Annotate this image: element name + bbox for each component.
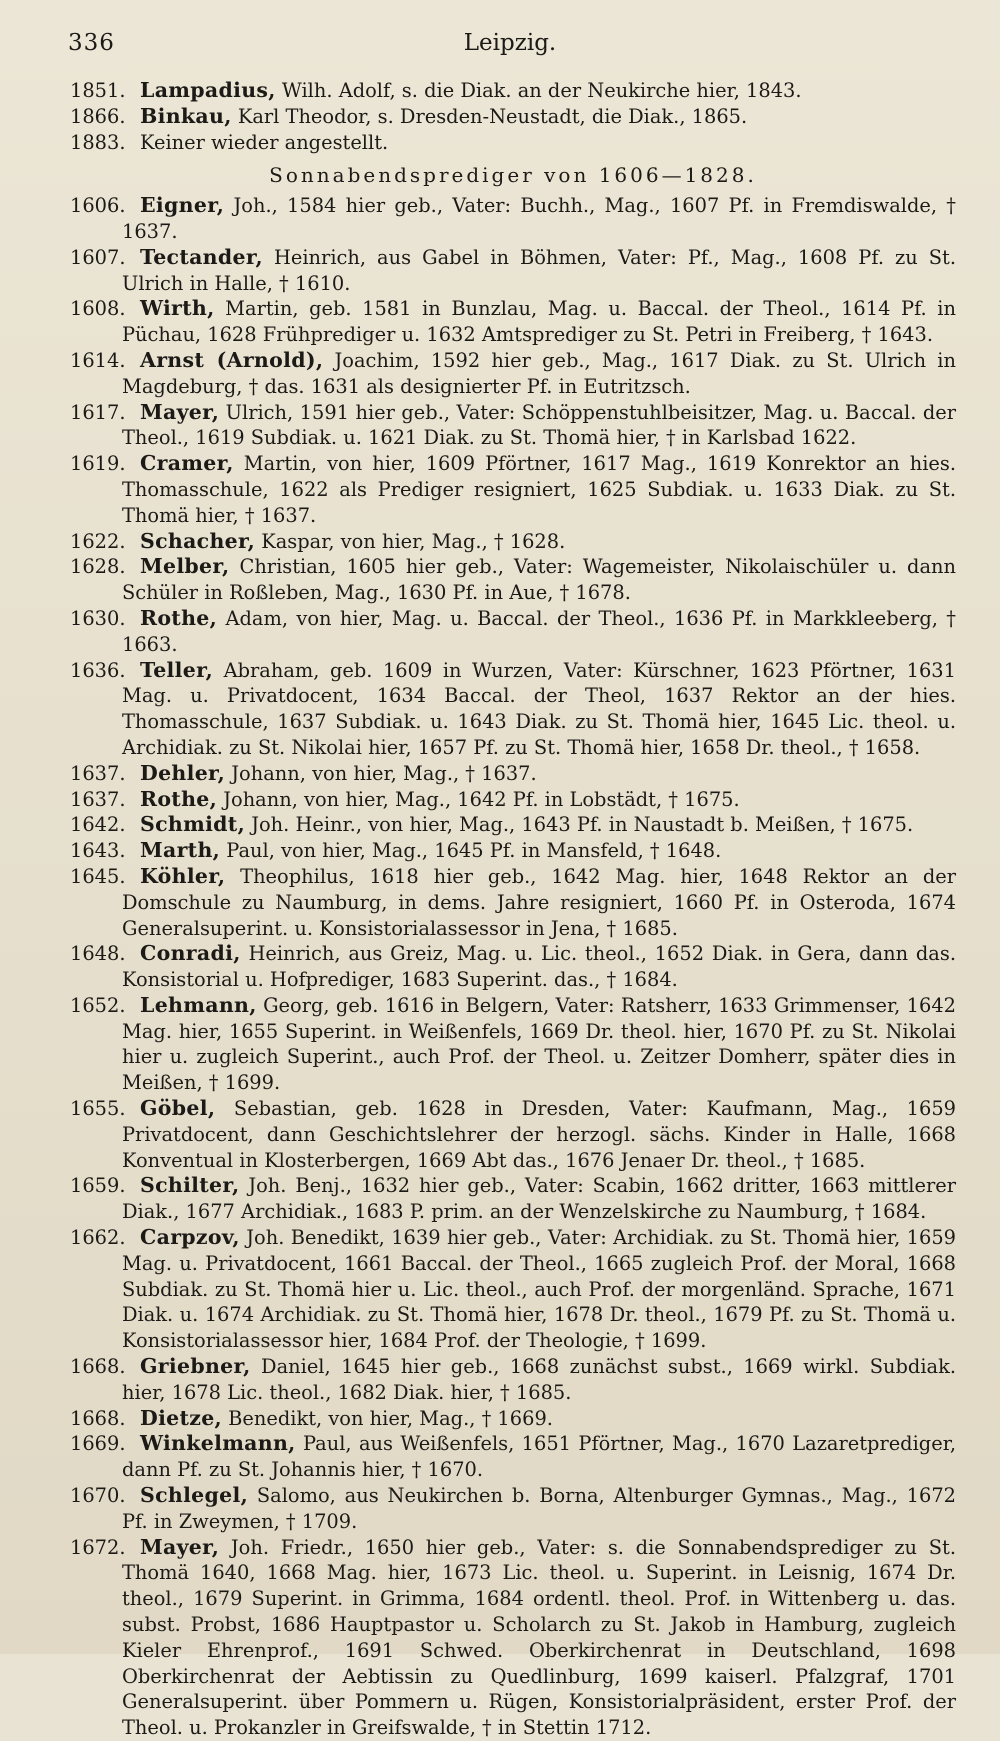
entry-name: Dietze, [140,1405,222,1430]
entry-year: 1622. [70,529,126,553]
entry-name: Schmidt, [140,812,246,837]
entry-text: Sebastian, geb. 1628 in Dresden, Vater: Kaufmann, Mag., 1659 Privatdocent, dann Geschichtslehrer der herzogl. sächs. Kinder in Halle, 1668 Konventual in Klosterbergen, 1669 Abt das., 1676 Jenaer Dr. theol., † 1685. [122,1097,957,1172]
list-item [70,348,956,400]
entry-text: Adam, von hier, Mag. u. Baccal. der Theol., 1636 Pf. in Markkleeberg, † 1663. [122,606,956,656]
entry-year: 1668. [70,1355,126,1379]
entry-text: Heinrich, aus Gabel in Böhmen, Vater: Pf., Mag., 1608 Pf. zu St. Ulrich in Halle, † 1610. [122,245,956,295]
entry-text: Joh. Benedikt, 1639 hier geb., Vater: Archidiak. zu St. Thomä hier, 1659 Mag. u. Privatdocent, 1661 Baccal. der Theol., 1665 zugleich Prof. der Moral, 1668 Subdiak. zu St. Thomä hier u. Lic. theol., auch Prof. der morgenländ. Sprache, 1671 Diak. u. 1674 Archidiak. zu St. Thomä hier, 1678 Dr. theol., 1679 Pf. zu St. Thomä u. Konsistorialassessor hier, 1684 Prof. der Theologie, † 1699. [122,1226,957,1353]
list-item [70,529,956,555]
entry-text: Georg, geb. 1616 in Belgern, Vater: Ratsherr, 1633 Grimmenser, 1642 Mag. hier, 1655 Superint. in Weißenfels, 1669 Dr. theol. hier, 1670 Pf. zu St. Nikolai hier u. zugleich Superint., auch Prof. der Theol. u. Zeitzer Domherr, später dies in Meißen, † 1699. [122,993,956,1095]
entry-year: 1642. [70,813,126,837]
entry-name: Tectander, [140,244,263,269]
entry-text: Wilh. Adolf, s. die Diak. an der Neukirche hier, 1843. [281,79,802,102]
entry-name: Schlegel, [140,1483,249,1508]
entry-text: Abraham, geb. 1609 in Wurzen, Vater: Kürschner, 1623 Pförtner, 1631 Mag. u. Privatdocent, 1634 Baccal. der Theol, 1637 Rektor an der hies. Thomasschule, 1637 Subdiak. u. 1643 Diak. zu St. Thomä hier, 1645 Lic. theol. u. Archidiak. zu St. Nikolai hier, 1657 Pf. zu St. Thomä hier, 1658 Dr. theol., † 1658. [122,658,956,759]
entry-text: Christian, 1605 hier geb., Vater: Wagemeister, Nikolaischüler u. dann Schüler in Roßleben, Mag., 1630 Pf. in Aue, † 1678. [122,555,956,605]
entry-text: Ulrich, 1591 hier geb., Vater: Schöppenstuhlbeisitzer, Mag. u. Baccal. der Theol., 1619 Subdiak. u. 1621 Diak. zu St. Thomä hier, † in Karlsbad 1622. [122,400,956,450]
list-item [70,993,956,1096]
entry-year: 1851. [70,79,126,102]
entry-name: Lampadius, [140,78,276,102]
entry-year: 1617. [70,400,126,424]
entry-text: Salomo, aus Neukirchen b. Borna, Altenburger Gymnas., Mag., 1672 Pf. in Zweymen, † 1709. [122,1484,956,1533]
entry-name: Lehmann, [140,992,257,1017]
list-item [70,1431,956,1483]
list-item [70,1173,956,1225]
list-item [70,400,956,452]
list-item [70,1483,956,1535]
entry-name: Carpzov, [140,1225,240,1250]
entry-name: Mayer, [140,399,220,424]
entry-year: 1669. [70,1432,126,1456]
entry-name: Köhler, [140,863,226,888]
list-item [70,787,956,813]
entry-text: Joh. Friedr., 1650 hier geb., Vater: s. die Sonnabendsprediger zu St. Thomä 1640, 1668 Mag. hier, 1673 Lic. theol. u. Superint. in Leisnig, 1674 Dr. theol., 1679 Superint. in Grimma, 1684 ordentl. theol. Prof. in Wittenberg u. das. subst. Probst, 1686 Hauptpastor u. Scholarch zu St. Jakob in Hamburg, zugleich Kieler Ehrenprof., 1691 Schwed. Oberkirchenrat in Deutschland, 1698 Oberkirchenrat der Aebtissin zu Quedlinburg, 1699 kaiserl. Pfalzgraf, 1701 Generalsuperint. über Pommern u. Rügen, Konsistorialpräsident, erster Prof. der Theol. u. Prokanzler in Greifswalde, † in Stettin 1712. [122,1535,956,1740]
list-item [70,941,956,993]
entry-year: 1628. [70,555,126,579]
entry-name: Schilter, [140,1173,240,1198]
entry-year: 1637. [70,787,126,811]
entry-text: Paul, von hier, Mag., 1645 Pf. in Mansfeld, † 1648. [226,839,722,863]
entry-text: Kaspar, von hier, Mag., † 1628. [261,529,566,553]
entry-year: 1606. [70,194,126,218]
list-item [70,78,956,104]
page-number: 336 [68,30,115,56]
entry-name: Conradi, [140,941,241,966]
entry-name: Schacher, [140,528,256,553]
list-item [70,838,956,864]
entry-text: Joh. Benj., 1632 hier geb., Vater: Scabin, 1662 dritter, 1663 mittlerer Diak., 1677 Archidiak., 1683 P. prim. an der Wenzelskirche zu Naumburg, † 1684. [122,1174,957,1224]
list-item [70,1406,956,1432]
entry-year: 1662. [70,1226,126,1250]
list-item [70,451,956,528]
entry-text: Heinrich, aus Greiz, Mag. u. Lic. theol., 1652 Diak. in Gera, dann das. Konsistorial u. Hofprediger, 1683 Superint. das., † 1684. [122,942,956,992]
entry-text: Karl Theodor, s. Dresden-Neustadt, die Diak., 1865. [237,104,748,128]
entry-name: Melber, [140,554,230,579]
entry-year: 1655. [70,1097,126,1121]
list-item [70,658,956,761]
entry-text: Johann, von hier, Mag., † 1637. [231,761,537,785]
entry-year: 1630. [70,606,126,630]
entry-name: Göbel, [140,1096,216,1121]
entry-text: Joh. Heinr., von hier, Mag., 1643 Pf. in Naustadt b. Meißen, † 1675. [251,813,914,837]
entry-text: Martin, von hier, 1609 Pförtner, 1617 Mag., 1619 Konrektor an hies. Thomasschule, 1622 als Prediger resigniert, 1625 Subdiak. u. 1633 Diak. zu St. Thomä hier, † 1637. [122,452,956,527]
entry-year: 1648. [70,942,126,966]
list-item [70,1535,956,1741]
list-item [70,812,956,838]
entry-text: Keiner wieder angestellt. [140,130,389,154]
page-header [68,30,952,66]
list-item [70,606,956,658]
section-heading: Sonnabendsprediger von 1606—1828. [269,163,757,188]
entry-year: 1645. [70,864,126,888]
entry-year: 1607. [70,245,126,269]
entry-name: Eigner, [140,193,225,218]
list-item [70,296,956,348]
entry-year: 1643. [70,839,126,863]
entry-text: Benedikt, von hier, Mag., † 1669. [228,1406,553,1430]
entry-text: Joh., 1584 hier geb., Vater: Buchh., Mag., 1607 Pf. in Fremdiswalde, † 1637. [122,194,956,243]
entry-name: Winkelmann, [140,1431,296,1456]
entry-text: Daniel, 1645 hier geb., 1668 zunächst subst., 1669 wirkl. Subdiak. hier, 1678 Lic. theol., 1682 Diak. hier, † 1685. [122,1355,956,1404]
list-item [70,864,956,941]
entry-text: Johann, von hier, Mag., 1642 Pf. in Lobstädt, † 1675. [223,787,740,811]
list-item [70,1225,956,1354]
page-content [70,78,956,1741]
list-item [70,761,956,787]
entry-text: Theophilus, 1618 hier geb., 1642 Mag. hier, 1648 Rektor an der Domschule zu Naumburg, in dems. Jahre resigniert, 1660 Pf. in Osteroda, 1674 Generalsuperint. u. Konsistorialassessor in Jena, † 1685. [122,864,956,940]
entry-name: Cramer, [140,451,234,476]
entry-year: 1619. [70,452,126,476]
list-item [70,1354,956,1406]
entry-list-top [70,78,956,155]
entry-text: Martin, geb. 1581 in Bunzlau, Mag. u. Baccal. der Theol., 1614 Pf. in Püchau, 1628 Frühprediger u. 1632 Amtsprediger zu St. Petri in Freiberg, † 1643. [122,297,956,347]
list-item [70,1096,956,1173]
entry-year: 1608. [70,297,126,321]
entry-name: Mayer, [140,1534,220,1559]
entry-year: 1883. [70,130,126,154]
entry-year: 1659. [70,1174,126,1198]
entry-name: Dehler, [140,760,226,785]
entry-name: Wirth, [140,296,215,321]
entry-list-main [70,193,956,1741]
running-head: Leipzig. [463,30,557,56]
entry-year: 1672. [70,1535,126,1559]
entry-year: 1614. [70,348,126,372]
list-item [70,104,956,130]
entry-name: Marth, [140,838,221,863]
entry-year: 1637. [70,761,126,785]
list-item [70,554,956,606]
entry-name: Teller, [140,657,214,682]
entry-name: Rothe, [140,786,218,811]
entry-year: 1652. [70,993,126,1017]
entry-name: Griebner, [140,1354,251,1379]
list-item [70,130,956,156]
entry-name: Binkau, [140,103,232,128]
entry-year: 1670. [70,1484,126,1508]
list-item [70,245,956,297]
list-item [70,193,956,245]
entry-name: Rothe, [140,605,218,630]
entry-year: 1668. [70,1406,126,1430]
entry-name: Arnst (Arnold), [140,347,324,372]
entry-text: Paul, aus Weißenfels, 1651 Pförtner, Mag., 1670 Lazaretprediger, dann Pf. zu St. Johannis hier, † 1670. [122,1432,956,1482]
entry-text: Joachim, 1592 hier geb., Mag., 1617 Diak. zu St. Ulrich in Magdeburg, † das. 1631 als designierter Pf. in Eutritzsch. [122,348,956,398]
entry-year: 1866. [70,104,126,128]
entry-year: 1636. [70,658,126,682]
